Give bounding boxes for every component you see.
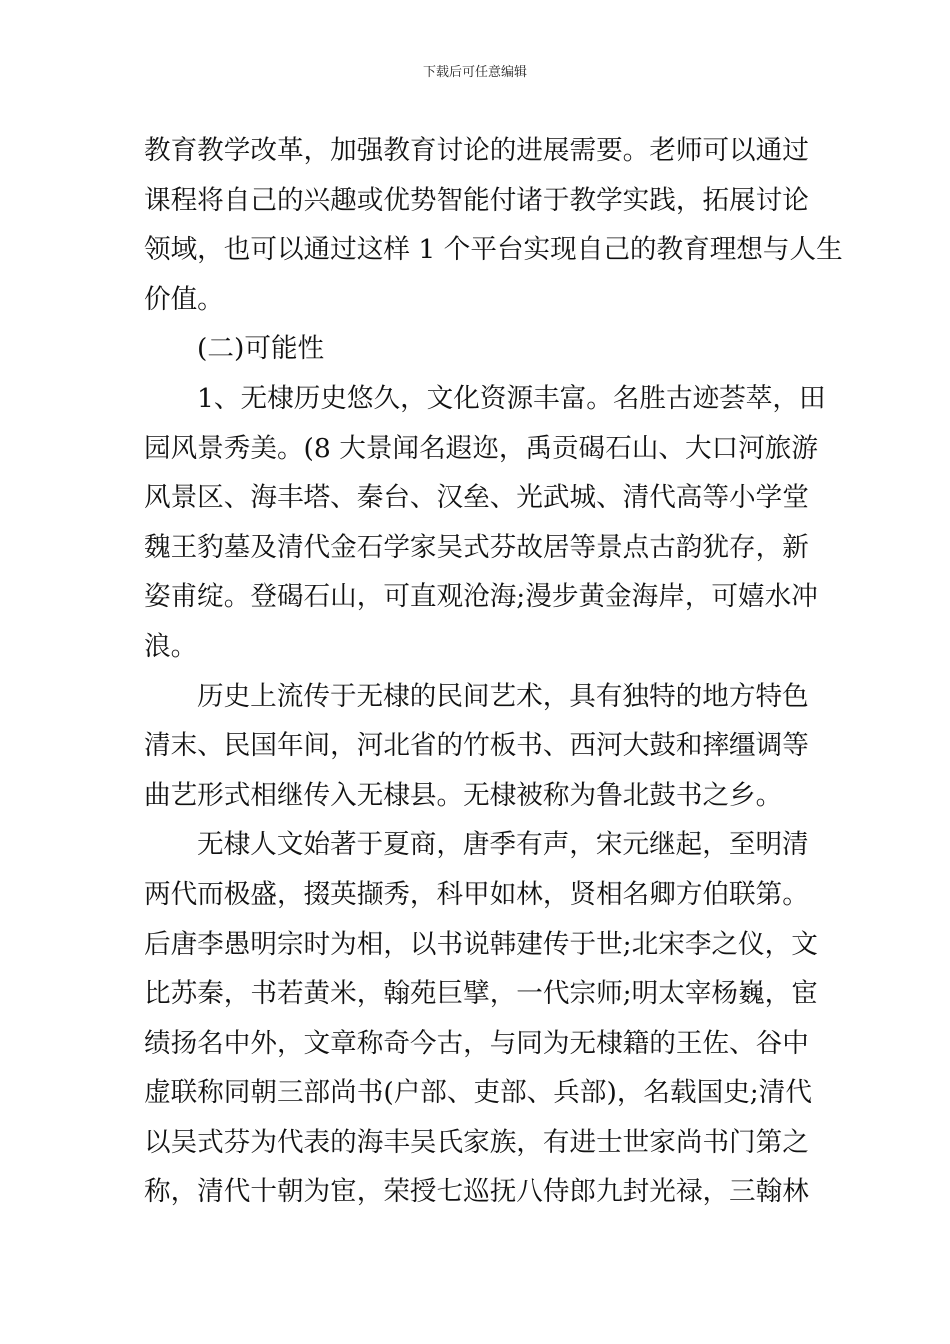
text-line: 绩扬名中外，文章称奇今古，与同为无棣籍的王佐、谷中 [144,1027,809,1059]
page-header: 下载后可任意编辑 [422,65,527,80]
text-line: 无棣人文始著于夏商，唐季有声，宋元继起，至明清 [197,829,809,861]
text-line: 两代而极盛，掇英撷秀，科甲如林，贤相名卿方伯联第。 [144,878,809,910]
text-line: 风景区、海丰塔、秦台、汉垒、光武城、清代高等小学堂 [144,482,809,514]
text-line: 园风景秀美。(8 大景闻名遐迩，禹贡碣石山、大口河旅游 [144,432,818,464]
text-line: 1、无棣历史悠久，文化资源丰富。名胜古迹荟萃，田 [197,382,826,414]
text-line: 以吴式芬为代表的海丰吴氏家族，有进士世家尚书门第之 [144,1126,809,1158]
section-heading: (二)可能性 [197,333,325,365]
text-line: 姿甫绽。登碣石山，可直观沧海;漫步黄金海岸，可嬉水冲 [144,581,818,613]
text-line: 清末、民国年间，河北省的竹板书、西河大鼓和摔缰调等 [144,730,809,762]
text-line: 虚联称同朝三部尚书(户部、吏部、兵部)，名载国史;清代 [144,1077,812,1109]
text-line: 教育教学改革，加强教育讨论的进展需要。老师可以通过 [144,135,809,166]
text-line: 比苏秦，书若黄米，翰苑巨擘，一代宗师;明太宰杨巍，宦 [144,978,818,1010]
text-line: 历史上流传于无棣的民间艺术，具有独特的地方特色 [197,680,809,712]
text-line: 价值。 [144,283,224,315]
text-line: 魏王豹墓及清代金石学家吴式芬故居等景点古韵犹存，新 [144,531,809,563]
text-line: 称，清代十朝为宦，荣授七巡抚八侍郎九封光禄，三翰林 [144,1176,809,1208]
text-line: 浪。 [144,630,198,662]
text-line: 课程将自己的兴趣或优势智能付诸于教学实践，拓展讨论 [144,184,809,216]
document-body [144,126,843,1217]
text-line: 后唐李愚明宗时为相，以书说韩建传于世;北宋李之仪，文 [144,928,818,960]
text-line: 领域，也可以通过这样 1 个平台实现自己的教育理想与人生 [144,234,843,266]
text-line: 曲艺形式相继传入无棣县。无棣被称为鲁北鼓书之乡。 [144,779,783,811]
